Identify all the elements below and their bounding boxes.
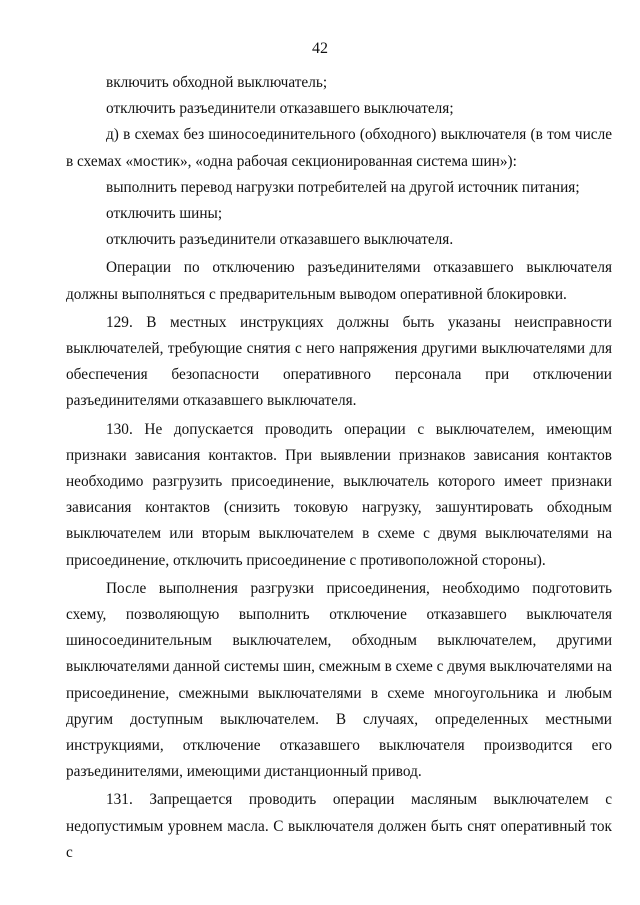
- paragraph-after-unloading: После выполнения разгрузки присоединения, необходимо подготовить схему, позволяющую выполнить отключение отказавшего выключателя шиносоединительным выключателем, обходным выключателем, другими выключателями данной системы шин, смежным в схеме с двумя выключателями на присоединение, смежными выключателями в схеме многоугольника и любым другим доступным выключателем. В случаях, определенных местными инструкциями, отключение отказавшего выключателя производится его разъединителями, имеющими дистанционный привод.: [66, 579, 612, 781]
- paragraph-clause-130: 130. Не допускается проводить операции с выключателем, имеющим признаки зависания контактов. При выявлении признаков зависания контактов необходимо разгрузить присоединение, выключатель которого имеет признаки зависания контактов (снизить токовую нагрузку, зашунтировать обходным выключателем или вторым выключателем в схеме с двумя выключателями на присоединение, отключить присоединение с противоположной стороны).: [66, 420, 612, 569]
- paragraph-bypass-switch: включить обходной выключатель;: [106, 74, 328, 91]
- document-body: [66, 70, 612, 866]
- paragraph-disconnectors-failed-breaker: отключить разъединители отказавшего выключателя;: [106, 100, 454, 118]
- paragraph-interlock-removal: Операции по отключению разъединителями отказавшего выключателя должны выполняться с предварительным выводом оперативной блокировки.: [66, 259, 612, 303]
- page-number: 42: [312, 40, 328, 57]
- paragraph-load-transfer: выполнить перевод нагрузки потребителей на другой источник питания;: [106, 178, 580, 196]
- paragraph-item-d: д) в схемах без шиносоединительного (обходного) выключателя (в том числе в схемах «мостик», «одна рабочая секционированная система шин»):: [66, 126, 612, 170]
- paragraph-disconnectors-failed-breaker-2: отключить разъединители отказавшего выключателя.: [106, 231, 454, 249]
- paragraph-clause-131: 131. Запрещается проводить операции масляным выключателем с недопустимым уровнем масла. С выключателя должен быть снят оперативный ток с: [66, 791, 612, 861]
- paragraph-clause-129: 129. В местных инструкциях должны быть указаны неисправности выключателей, требующие снятия с него напряжения другими выключателями для обеспечения безопасности оперативного персонала при отключении разъединителями отказавшего выключателя.: [66, 313, 612, 410]
- paragraph-disconnect-buses: отключить шины;: [106, 205, 223, 223]
